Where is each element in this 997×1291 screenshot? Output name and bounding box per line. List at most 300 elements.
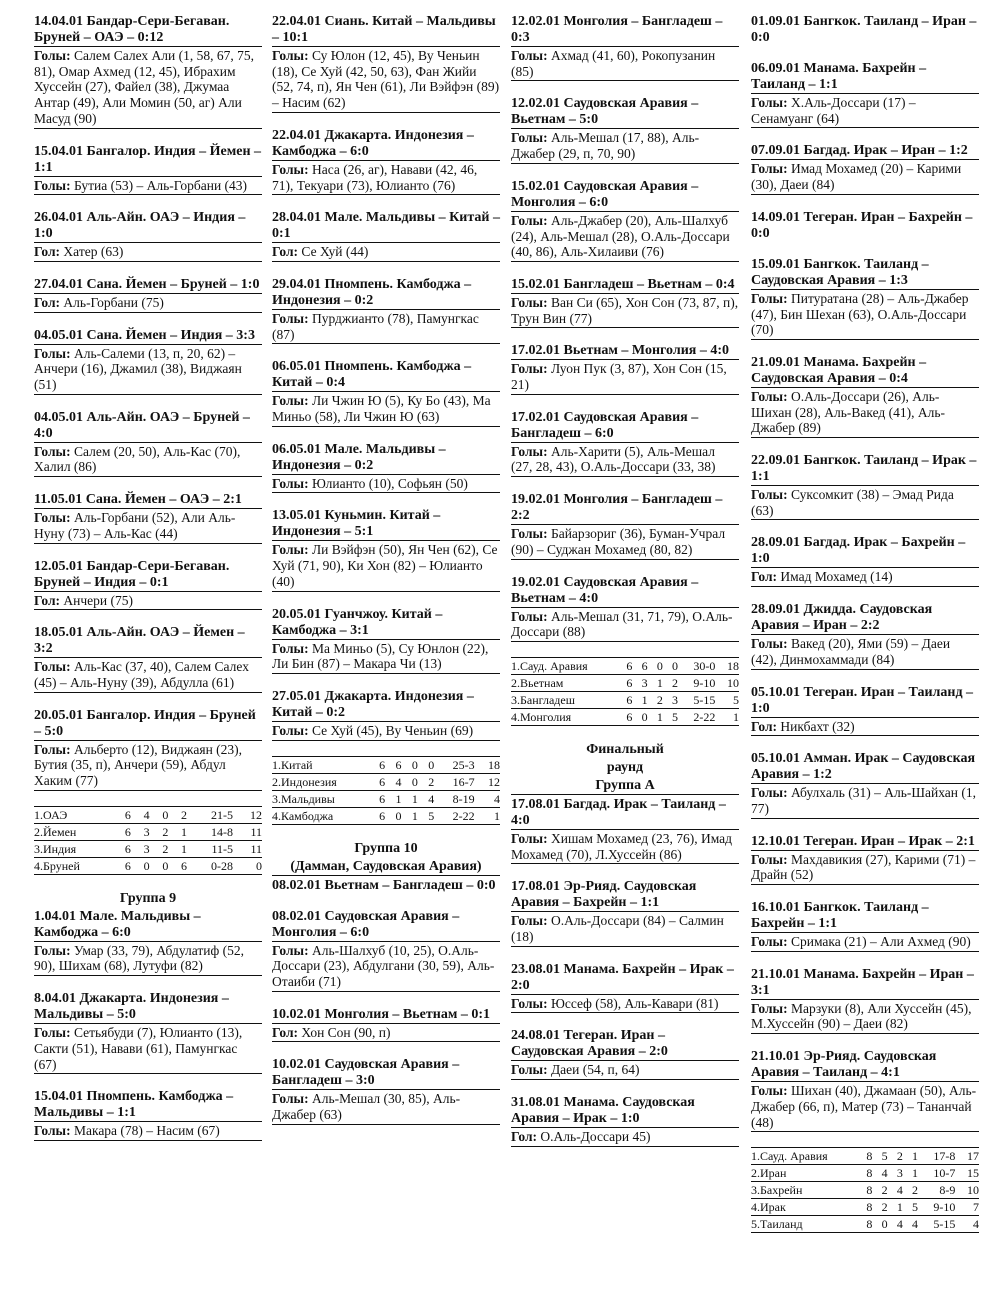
match-entry [511, 96, 739, 163]
goals-line [751, 634, 979, 669]
goals-text: Ли Чжин Ю (5), Ку Бо (43), Ма Миньо (58), Ли Чжин Ю (63) [272, 393, 491, 425]
goals-label: Голы: [34, 48, 71, 63]
goals-line [272, 721, 500, 741]
goals-line [751, 999, 979, 1034]
goals-text: Вакед (20), Ями (59) – Даеи (42), Динмохаммади (84) [751, 636, 951, 667]
goals-line [34, 46, 262, 129]
table-cell: 9-10 [678, 674, 715, 691]
goals-label: Голы: [272, 1091, 309, 1107]
match-heading: 29.04.01 Пномпень. Камбоджа – Индонезия – 0:2 [272, 276, 472, 308]
goals-label: Голы: [751, 290, 788, 306]
match-heading: 10.02.01 Монголия – Вьетнам – 0:1 [272, 1006, 491, 1022]
goals-text: Юлианто (10), Софьян (50) [311, 475, 468, 491]
table-cell: 4 [903, 1216, 918, 1233]
standings-row [272, 773, 500, 790]
match-entry [751, 257, 979, 340]
table-cell: 0 [385, 807, 401, 824]
goals-text: Сетьябуди (7), Юлианто (13), Сакти (51), Навави (61), Памунгкас (67) [34, 1025, 243, 1072]
goals-text: Аль-Горбани (75) [63, 294, 164, 310]
table-cell: 18 [475, 756, 500, 773]
goals-line [511, 442, 739, 477]
table-cell: 2 [150, 840, 169, 857]
team-name: 2.Индонезия [272, 773, 369, 790]
table-cell: 16-7 [434, 773, 474, 790]
goals-text: Махдавикия (27), Карими (71) – Драйн (52) [751, 851, 976, 883]
goals-line [272, 160, 500, 195]
goals-text: Аль-Мешал (30, 85), Аль-Джабер (63) [272, 1091, 461, 1123]
goals-line [751, 567, 979, 587]
goals-text: Хишам Мохамед (23, 76), Имад Мохамед (70), Л.Хуссейн (86) [511, 830, 733, 862]
table-cell: 2 [888, 1148, 903, 1165]
match-entry [34, 144, 262, 196]
goals-line [751, 850, 979, 885]
goals-label: Голы: [34, 1123, 71, 1139]
goals-text: Бутиа (53) – Аль-Горбани (43) [73, 177, 248, 193]
goals-line [751, 485, 979, 520]
match-heading: 01.09.01 Бангкок. Таиланд – Иран – 0:0 [751, 14, 977, 45]
table-cell: 10-7 [918, 1165, 955, 1182]
table-cell: 1 [632, 691, 647, 708]
table-cell: 4 [955, 1216, 979, 1233]
table-cell: 6 [369, 773, 385, 790]
match-entry [34, 559, 262, 611]
table-cell: 14-8 [187, 823, 233, 840]
match-entry [34, 410, 262, 477]
match-heading: 13.05.01 Куньмин. Китай – Индонезия – 5:1 [272, 508, 441, 540]
goals-label: Голы: [751, 95, 788, 110]
standings-row [34, 823, 262, 840]
goals-text: Марзуки (8), Али Хуссейн (45), М.Хуссейн (90) – Даеи (82) [751, 1000, 972, 1032]
table-cell: 8 [857, 1216, 872, 1233]
table-cell: 2-22 [434, 807, 474, 824]
table-cell: 4 [888, 1182, 903, 1199]
standings-row [511, 691, 739, 708]
goals-text: Х.Аль-Доссари (17) – Сенамуанг (64) [751, 95, 916, 126]
table-cell: 5 [663, 708, 678, 725]
table-cell: 6 [632, 657, 647, 674]
goals-line [34, 740, 262, 791]
table-cell: 6 [385, 756, 401, 773]
match-heading: 8.04.01 Джакарта. Индонезия – Мальдивы – 5:0 [34, 991, 229, 1023]
table-cell: 17 [955, 1148, 979, 1165]
table-cell: 6 [112, 857, 131, 874]
table-cell: 0 [150, 806, 169, 823]
team-name: 1.Сауд. Аравия [751, 1148, 857, 1165]
match-entry [272, 128, 500, 195]
goals-label: Голы: [511, 130, 548, 146]
table-cell: 0 [401, 773, 417, 790]
goals-text: Ван Си (65), Хон Сон (73, 87, п), Трун Вин (77) [511, 294, 739, 326]
goals-line [34, 344, 262, 395]
table-cell: 6 [369, 807, 385, 824]
goals-label: Голы: [751, 636, 788, 652]
table-cell: 0 [648, 657, 663, 674]
table-cell: 9-10 [918, 1199, 955, 1216]
match-heading: 20.05.01 Гуанчжоу. Китай – Камбоджа – 3:1 [272, 606, 443, 638]
standings-row [34, 857, 262, 874]
match-entry [751, 535, 979, 587]
table-cell: 0 [663, 657, 678, 674]
match-heading: 16.10.01 Бангкок. Таиланд – Бахрейн – 1:1 [751, 900, 929, 932]
goals-label: Голы: [511, 294, 548, 310]
goals-text: Аль-Харити (5), Аль-Мешал (27, 28, 43), О.Аль-Доссари (33, 38) [511, 443, 716, 475]
team-name: 2.Вьетнам [511, 674, 617, 691]
goals-label: Голы: [272, 393, 309, 409]
standings-row [34, 806, 262, 823]
table-cell: 17-8 [918, 1148, 955, 1165]
table-cell: 8-9 [918, 1182, 955, 1199]
match-entry [511, 797, 739, 864]
goals-label: Гол: [751, 569, 778, 585]
match-entry [751, 143, 979, 194]
match-entry [34, 625, 262, 692]
standings-row [272, 807, 500, 824]
match-heading: 28.09.01 Багдад. Ирак – Бахрейн – 1:0 [751, 535, 966, 567]
table-cell: 6 [617, 674, 632, 691]
table-cell: 25-3 [434, 756, 474, 773]
goals-label: Голы: [511, 995, 548, 1011]
goals-label: Голы: [272, 48, 309, 63]
table-cell: 6 [112, 823, 131, 840]
match-entry [751, 453, 979, 520]
match-heading: 15.04.01 Бангалор. Индия – Йемен – 1:1 [34, 143, 262, 175]
match-entry [751, 14, 979, 46]
match-heading: 11.05.01 Сана. Йемен – ОАЭ – 2:1 [34, 492, 242, 508]
match-heading: 17.02.01 Вьетнам – Монголия – 4:0 [511, 343, 730, 359]
match-entry [751, 355, 979, 438]
goals-line [751, 93, 979, 128]
table-cell: 0 [131, 857, 150, 874]
table-cell: 5 [903, 1199, 918, 1216]
match-heading: 18.05.01 Аль-Айн. ОАЭ – Йемен – 3:2 [34, 625, 245, 657]
goals-text: О.Аль-Доссари (26), Аль-Шихан (28), Аль-Вакед (41), Аль-Джабер (89) [751, 388, 946, 436]
goals-label: Голы: [34, 942, 71, 958]
table-cell: 1 [385, 790, 401, 807]
match-heading: 04.05.01 Аль-Айн. ОАЭ – Бруней – 4:0 [34, 409, 250, 441]
match-heading: 08.02.01 Саудовская Аравия – Монголия – 6:0 [272, 908, 460, 940]
match-entry [511, 1095, 739, 1147]
goals-text: Даеи (54, п, 64) [550, 1062, 640, 1078]
match-entry [34, 991, 262, 1074]
standings-table [511, 657, 739, 726]
standings-row [751, 1182, 979, 1199]
table-cell: 4 [872, 1165, 887, 1182]
table-cell: 1 [401, 790, 417, 807]
table-cell: 1 [648, 708, 663, 725]
table-cell: 3 [632, 674, 647, 691]
goals-label: Голы: [34, 177, 71, 193]
goals-line [272, 46, 500, 113]
column-2 [272, 14, 500, 1140]
table-cell: 1 [168, 823, 187, 840]
match-entry [511, 492, 739, 559]
match-entry [34, 328, 262, 395]
goals-line [34, 657, 262, 692]
match-entry [511, 343, 739, 394]
match-heading: 21.10.01 Манама. Бахрейн – Иран – 3:1 [751, 966, 974, 998]
goals-line [272, 941, 500, 992]
goals-text: Никбахт (32) [780, 718, 855, 734]
goals-label: Голы: [34, 659, 71, 675]
match-heading: 15.02.01 Бангладеш – Вьетнам – 0:4 [511, 276, 735, 292]
goals-line [511, 128, 739, 163]
table-cell: 2 [872, 1199, 887, 1216]
standings-row [511, 657, 739, 674]
match-heading: 06.05.01 Пномпень. Камбоджа – Китай – 0:4 [272, 359, 472, 391]
goals-label: Голы: [511, 830, 548, 846]
table-cell: 8 [857, 1182, 872, 1199]
match-entry [751, 751, 979, 818]
table-cell: 0 [632, 708, 647, 725]
match-entry [34, 14, 262, 129]
column-4 [751, 14, 979, 1249]
table-cell: 15 [955, 1165, 979, 1182]
goals-line [34, 508, 262, 543]
goals-text: Хон Сон (90, п) [301, 1024, 391, 1040]
match-heading: 21.10.01 Эр-Рияд. Саудовская Аравия – Таиланд – 4:1 [751, 1049, 937, 1081]
team-name: 4.Бруней [34, 857, 112, 874]
column-3 [511, 14, 739, 1162]
goals-line [511, 524, 739, 559]
match-entry [511, 179, 739, 262]
table-cell: 2 [168, 806, 187, 823]
table-cell: 1 [475, 807, 500, 824]
table-cell: 10 [955, 1182, 979, 1199]
goals-label: Голы: [34, 443, 71, 459]
match-entry [272, 689, 500, 741]
table-cell: 1 [648, 674, 663, 691]
goals-label: Голы: [511, 48, 548, 63]
match-heading: 07.09.01 Багдад. Ирак – Иран – 1:2 [751, 143, 968, 159]
team-name: 1.Китай [272, 756, 369, 773]
match-entry [34, 909, 262, 976]
standings-row [272, 790, 500, 807]
team-name: 4.Монголия [511, 708, 617, 725]
match-entry [511, 879, 739, 946]
goals-label: Голы: [751, 1000, 788, 1016]
match-entry [272, 909, 500, 992]
match-heading: 22.09.01 Бангкок. Таиланд – Ирак – 1:1 [751, 453, 977, 485]
goals-text: Аль-Кас (37, 40), Салем Салех (45) – Аль-Нуну (39), Абдулла (61) [34, 659, 249, 690]
match-entry [272, 210, 500, 262]
goals-line [511, 359, 739, 394]
match-heading: 31.08.01 Манама. Саудовская Аравия – Ирак – 1:0 [511, 1095, 695, 1127]
match-entry [751, 685, 979, 737]
match-entry [272, 508, 500, 591]
table-cell: 0 [233, 857, 262, 874]
goals-label: Голы: [272, 542, 309, 558]
match-heading: 15.04.01 Пномпень. Камбоджа – Мальдивы – 1:1 [34, 1089, 234, 1121]
goals-line [34, 176, 262, 196]
table-cell: 8 [857, 1148, 872, 1165]
table-cell: 12 [475, 773, 500, 790]
goals-line [34, 442, 262, 477]
goals-label: Гол: [511, 1129, 538, 1145]
goals-label: Голы: [511, 1062, 548, 1078]
goals-line [272, 474, 500, 494]
goals-label: Голы: [272, 640, 309, 656]
table-cell: 1 [401, 807, 417, 824]
match-heading: 04.05.01 Сана. Йемен – Индия – 3:3 [34, 327, 255, 343]
goals-label: Голы: [751, 161, 788, 177]
goals-text: Пурджианто (78), Памунгкас (87) [272, 310, 479, 342]
goals-text: О.Аль-Доссари (84) – Салмин (18) [511, 913, 724, 945]
table-cell: 0 [150, 857, 169, 874]
match-heading: 1.04.01 Мале. Мальдивы – Камбоджа – 6:0 [34, 908, 201, 940]
goals-label: Голы: [511, 443, 548, 459]
goals-label: Голы: [751, 388, 788, 404]
goals-label: Голы: [751, 785, 788, 801]
goals-label: Гол: [272, 244, 299, 260]
goals-text: Умар (33, 79), Абдулатиф (52, 90), Шихам (68), Лутуфи (82) [34, 942, 245, 974]
goals-line [511, 829, 739, 864]
table-cell: 4 [475, 790, 500, 807]
match-heading: 20.05.01 Бангалор. Индия – Бруней – 5:0 [34, 707, 256, 739]
match-entry [511, 575, 739, 642]
match-heading: 08.02.01 Вьетнам – Бангладеш – 0:0 [272, 877, 496, 893]
goals-line [751, 717, 979, 737]
match-entry [511, 410, 739, 477]
goals-text: Су Юлон (12, 45), Ву Ченьин (18), Се Хуй (42, 50, 63), Фан Жийи (52, 74, п), Ян Чен (61), Ли Вэйфэн (89) – Насим (62) [272, 48, 500, 111]
team-name: 2.Иран [751, 1165, 857, 1182]
goals-label: Гол: [34, 592, 61, 608]
goals-line [272, 309, 500, 344]
group-heading: раунд [606, 759, 644, 775]
table-cell: 12 [233, 806, 262, 823]
goals-text: Аль-Салеми (13, п, 20, 62) – Анчери (16), Джамил (38), Виджаян (51) [34, 345, 242, 393]
table-cell: 3 [888, 1165, 903, 1182]
table-cell: 6 [112, 806, 131, 823]
standings-row [511, 708, 739, 725]
goals-line [511, 607, 739, 642]
goals-line [272, 1023, 500, 1043]
match-entry [34, 277, 262, 313]
table-cell: 2 [648, 691, 663, 708]
match-entry [272, 442, 500, 494]
match-heading: 12.02.01 Монголия – Бангладеш – 0:3 [511, 14, 723, 45]
table-cell: 2 [418, 773, 434, 790]
table-cell: 0-28 [187, 857, 233, 874]
goals-label: Голы: [751, 851, 788, 867]
goals-text: Байарзориг (36), Буман-Учрал (90) – Суджан Мохамед (80, 82) [511, 526, 726, 557]
goals-line [272, 242, 500, 262]
team-name: 4.Камбоджа [272, 807, 369, 824]
goals-text: Юссеф (58), Аль-Кавари (81) [550, 995, 719, 1011]
match-heading: 17.08.01 Багдад. Ирак – Таиланд – 4:0 [511, 796, 726, 828]
match-heading: 26.04.01 Аль-Айн. ОАЭ – Индия – 1:0 [34, 210, 246, 242]
goals-text: Се Хуй (44) [301, 244, 369, 260]
match-entry [34, 492, 262, 543]
team-name: 2.Йемен [34, 823, 112, 840]
goals-text: Ли Вэйфэн (50), Ян Чен (62), Се Хуй (71, 90), Ки Хон (82) – Юлианто (40) [272, 542, 498, 589]
match-entry [34, 210, 262, 262]
table-cell: 2 [872, 1182, 887, 1199]
table-cell: 3 [663, 691, 678, 708]
table-cell: 10 [715, 674, 739, 691]
goals-line [511, 911, 739, 946]
group-heading: Группа А [511, 778, 739, 795]
goals-text: О.Аль-Доссари 45) [540, 1129, 651, 1145]
table-cell: 1 [903, 1148, 918, 1165]
match-heading: 12.05.01 Бандар-Сери-Бегаван. Бруней – Индия – 0:1 [34, 558, 230, 590]
goals-text: Сримака (21) – Али Ахмед (90) [790, 934, 971, 950]
goals-text: Хатер (63) [63, 244, 124, 260]
standings-row [751, 1148, 979, 1165]
table-cell: 8 [857, 1165, 872, 1182]
table-cell: 21-5 [187, 806, 233, 823]
table-cell: 0 [418, 756, 434, 773]
goals-text: Альберто (12), Виджаян (23), Бутия (35, п), Анчери (59), Абдул Хаким (77) [34, 741, 243, 789]
team-name: 5.Таиланд [751, 1216, 857, 1233]
match-heading: 14.09.01 Тегеран. Иран – Бахрейн – 0:0 [751, 209, 973, 241]
group-heading: (Дамман, Саудовская Аравия) [272, 859, 500, 876]
goals-label: Голы: [751, 934, 788, 950]
goals-label: Голы: [511, 361, 548, 377]
goals-label: Гол: [34, 294, 61, 310]
match-heading: 23.08.01 Манама. Бахрейн – Ирак – 2:0 [511, 961, 734, 993]
goals-line [34, 591, 262, 611]
goals-text: Аль-Мешал (31, 71, 79), О.Аль-Доссари (88) [511, 608, 733, 640]
table-cell: 6 [112, 840, 131, 857]
table-cell: 5 [872, 1148, 887, 1165]
table-cell: 5 [715, 691, 739, 708]
team-name: 4.Ирак [751, 1199, 857, 1216]
match-heading: 10.02.01 Саудовская Аравия – Бангладеш – 3:0 [272, 1057, 460, 1089]
match-heading: 15.02.01 Саудовская Аравия – Монголия – 6:0 [511, 178, 699, 210]
standings-row [511, 674, 739, 691]
table-cell: 4 [888, 1216, 903, 1233]
match-heading: 06.05.01 Мале. Мальдивы – Индонезия – 0:2 [272, 441, 446, 473]
match-heading: 05.10.01 Тегеран. Иран – Таиланд – 1:0 [751, 684, 974, 716]
match-heading: 21.09.01 Манама. Бахрейн – Саудовская Аравия – 0:4 [751, 354, 927, 386]
table-cell: 1 [715, 708, 739, 725]
table-cell: 1 [168, 840, 187, 857]
match-entry [751, 967, 979, 1034]
table-cell: 1 [888, 1199, 903, 1216]
goals-text: Салем Салех Али (1, 58, 67, 75, 81), Омар Ахмед (12, 45), Ибрахим Хуссейн (27), Файел (38), Джумаа Антар (49), Али Момин (50, аг) Али Масуд (90) [34, 48, 254, 126]
match-entry [272, 1057, 500, 1124]
goals-text: Суксомкит (38) – Эмад Рида (63) [751, 487, 954, 518]
goals-line [272, 540, 500, 591]
match-heading: 19.02.01 Саудовская Аравия – Вьетнам – 4:0 [511, 574, 699, 606]
table-cell: 5-15 [678, 691, 715, 708]
table-cell: 6 [369, 790, 385, 807]
goals-text: Наса (26, аг), Навави (42, 46, 71), Текуари (73), Юлианто (76) [272, 161, 478, 193]
table-cell: 0 [872, 1216, 887, 1233]
table-cell: 0 [401, 756, 417, 773]
match-entry [751, 900, 979, 952]
goals-text: Ма Миньо (5), Су Юнлон (22), Ли Бин (87) – Макара Чи (13) [272, 640, 489, 672]
goals-label: Голы: [511, 608, 548, 624]
goals-label: Голы: [272, 722, 309, 738]
goals-label: Гол: [34, 244, 61, 260]
match-entry [272, 878, 500, 894]
goals-line [272, 391, 500, 426]
goals-line [751, 783, 979, 818]
match-heading: 28.04.01 Мале. Мальдивы – Китай – 0:1 [272, 210, 500, 242]
table-cell: 11 [233, 823, 262, 840]
goals-label: Гол: [751, 718, 778, 734]
goals-line [511, 211, 739, 262]
goals-text: Луон Пук (3, 87), Хон Сон (15, 21) [511, 361, 727, 393]
match-heading: 06.09.01 Манама. Бахрейн – Таиланд – 1:1 [751, 61, 927, 92]
table-cell: 6 [168, 857, 187, 874]
goals-text: Аль-Шалхуб (10, 25), О.Аль-Доссари (23), Абдулгани (30, 59), Аль-Отаиби (71) [272, 942, 495, 990]
table-cell: 30-0 [678, 657, 715, 674]
goals-text: Имад Мохамед (14) [780, 569, 893, 585]
goals-line [511, 293, 739, 328]
goals-label: Голы: [34, 510, 71, 526]
